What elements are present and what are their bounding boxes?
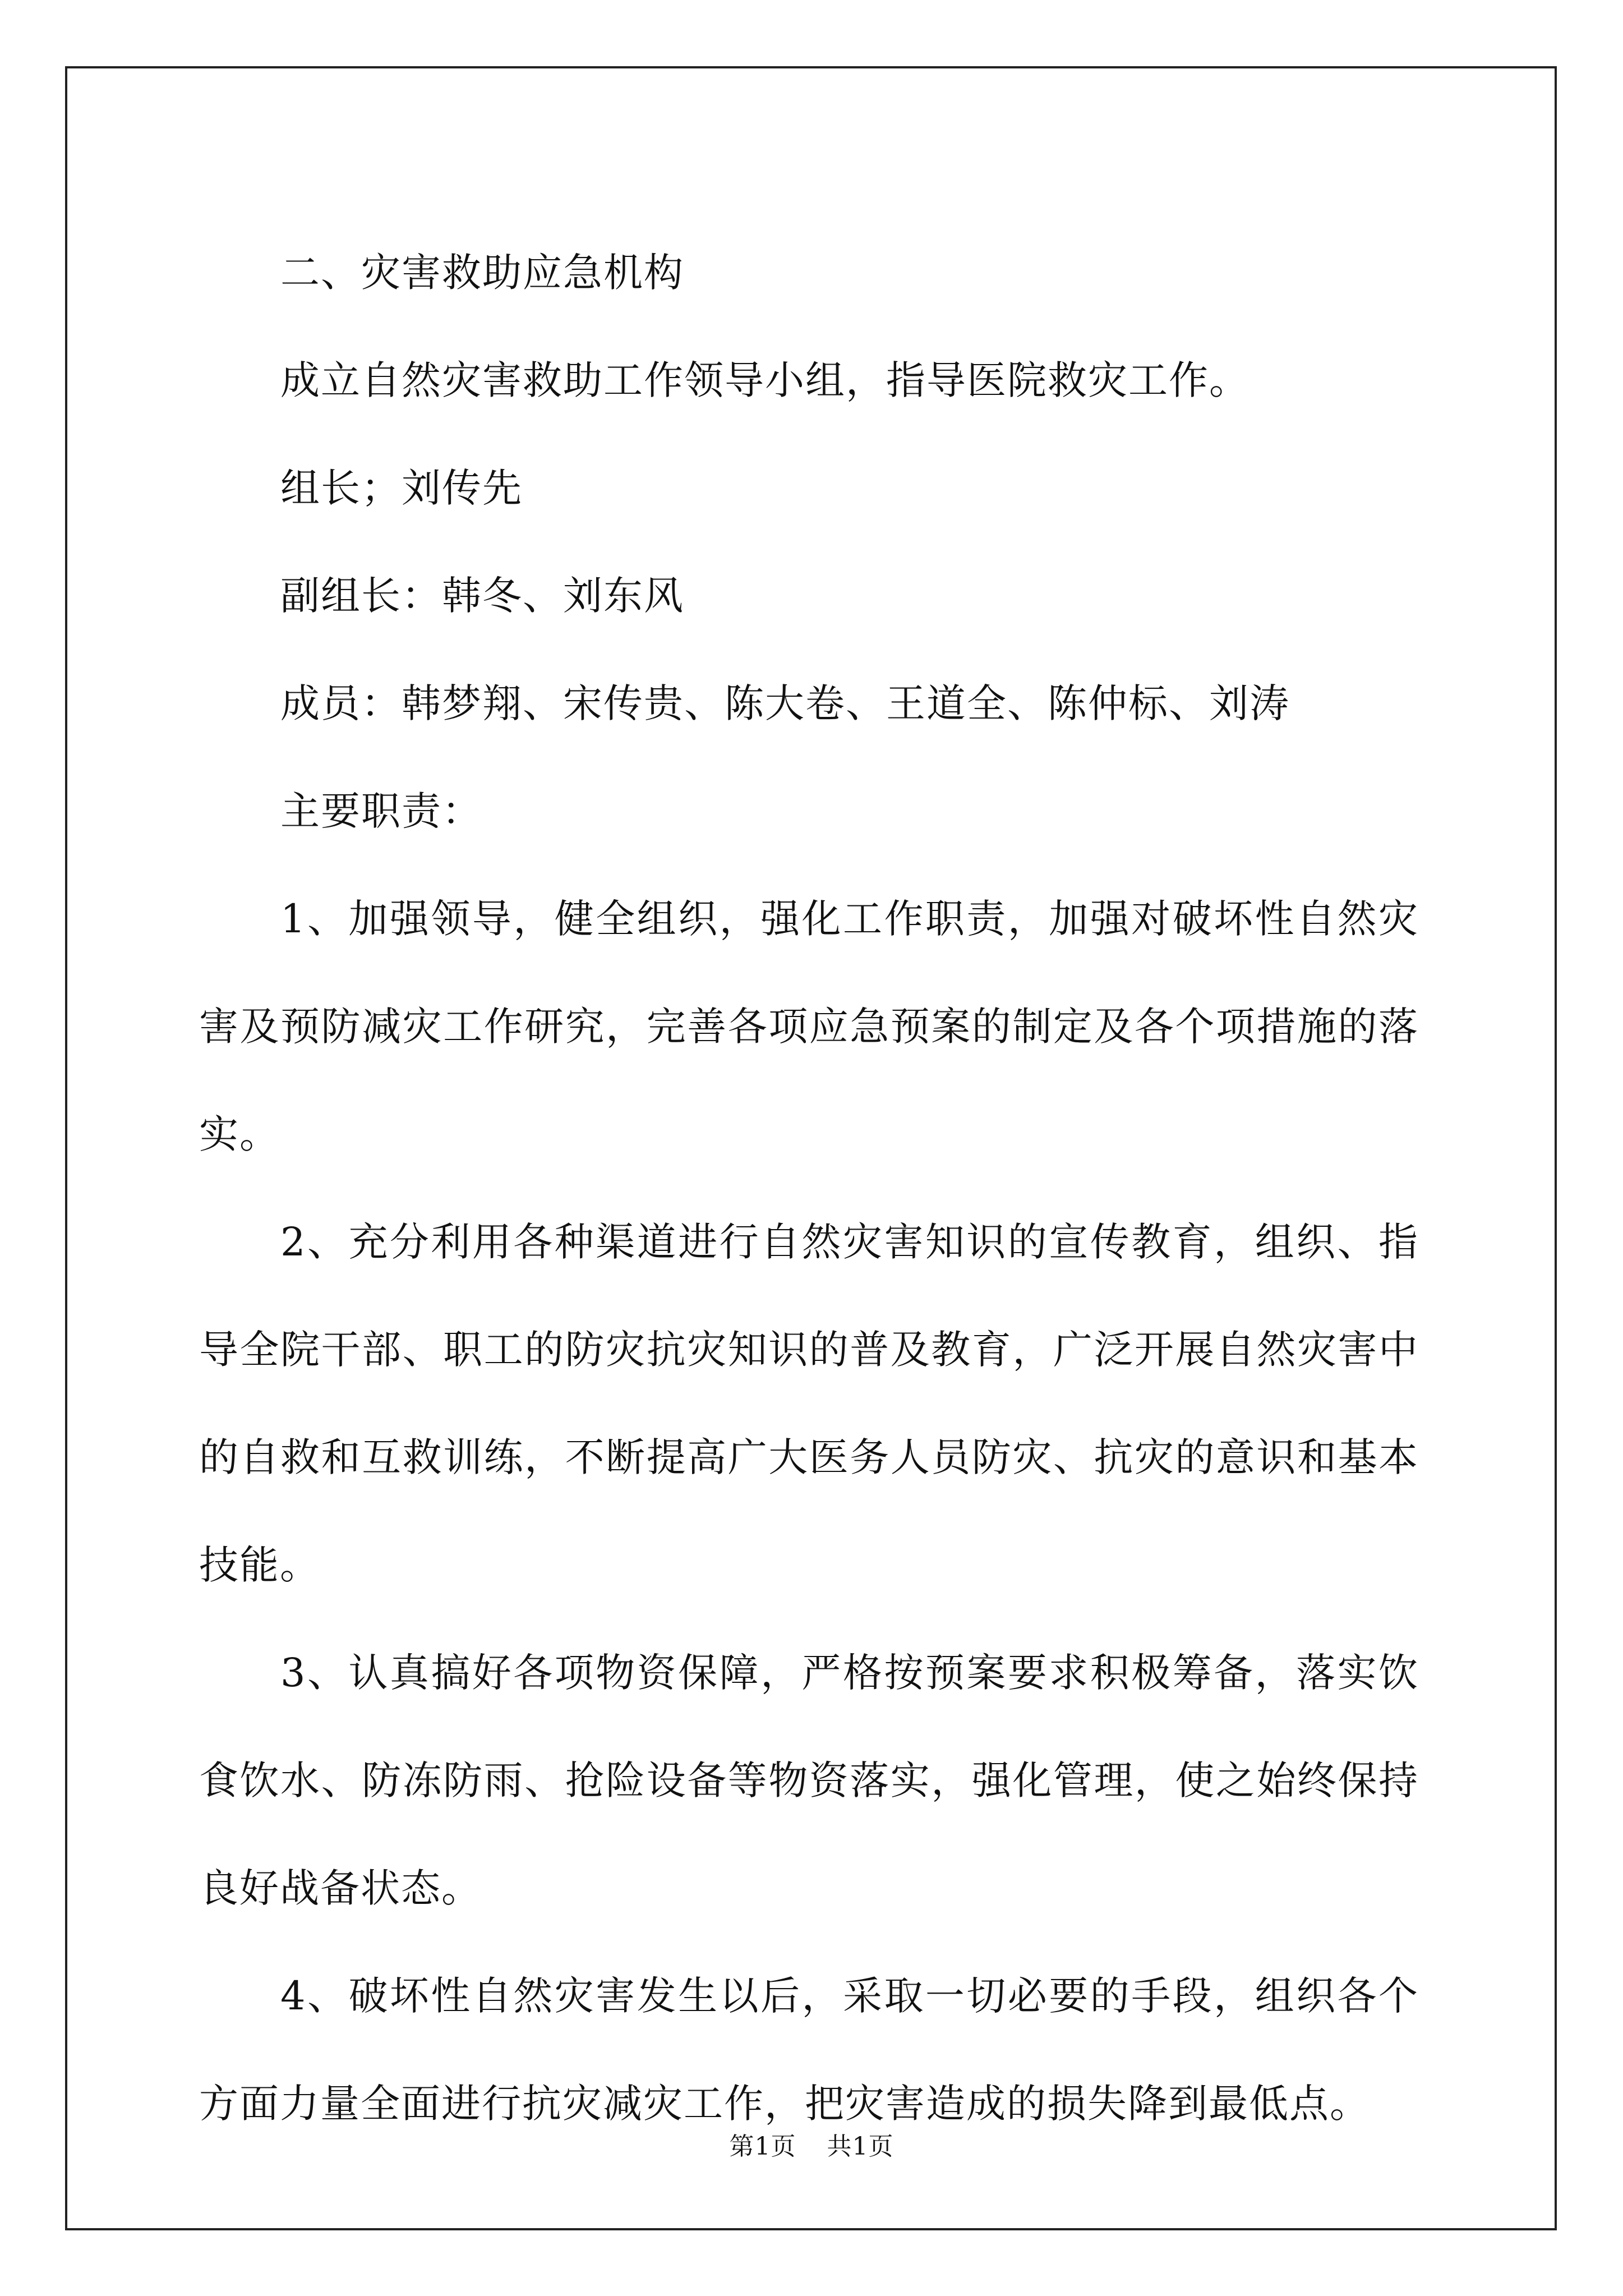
paragraph-group-leader: 组长；刘传先 [280,465,523,511]
paragraph-duty-2: 2、充分利用各种渠道进行自然灾害知识的宣传教育，组织、指导全院干部、职工的防灾抗灾知识的普及教育，广泛开展自然灾害中的自救和互救训练，不断提高广大医务人员防灾、抗灾的意识和基本技能。 [199,1219,1419,1588]
paragraph: 成立自然灾害救助工作领导小组，指导医院救灾工作。 [280,357,1249,403]
page-number: 第1页 [729,2132,796,2161]
document-body [199,219,1419,2157]
page-footer [0,2126,1623,2162]
page-total: 共1页 [827,2132,894,2161]
section-heading: 二、灾害救助应急机构 [280,250,684,296]
paragraph-duty-1: 1、加强领导，健全组织，强化工作职责，加强对破坏性自然灾害及预防减灾工作研究，完善各项应急预案的制定及各个项措施的落实。 [199,896,1419,1157]
paragraph-deputy-leader: 副组长：韩冬、刘东风 [280,573,684,619]
paragraph-duties-heading: 主要职责： [280,788,482,834]
paragraph-members: 成员：韩梦翔、宋传贵、陈大卷、王道全、陈仲标、刘涛 [280,680,1290,726]
paragraph-duty-3: 3、认真搞好各项物资保障，严格按预案要求积极筹备，落实饮食饮水、防冻防雨、抢险设备等物资落实，强化管理，使之始终保持良好战备状态。 [199,1650,1419,1911]
paragraph-duty-4: 4、破坏性自然灾害发生以后，采取一切必要的手段，组织各个方面力量全面进行抗灾减灾工作，把灾害造成的损失降到最低点。 [199,1973,1419,2127]
